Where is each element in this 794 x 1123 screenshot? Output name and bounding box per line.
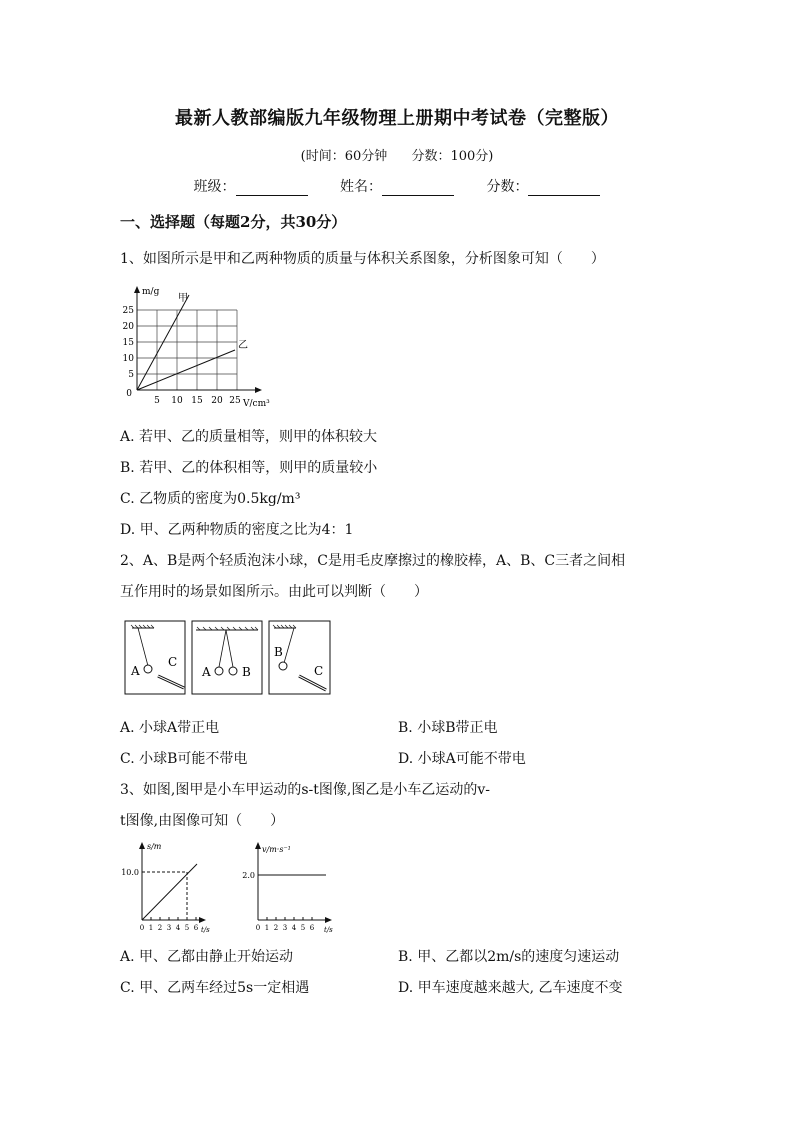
class-field [194,176,308,196]
q1-option-a[interactable]: A. 若甲、乙的质量相等，则甲的体积较大 [120,429,378,445]
name-blank[interactable] [382,181,454,196]
time-text: (时间：60分钟 [300,149,388,164]
q3-v-xlabel: t/s [324,926,333,934]
q1-ytick: 20 [122,322,134,332]
q3-option-b[interactable]: B. 甲、乙都以2m/s的速度匀速运动 [398,949,620,965]
q1-option-d[interactable]: D. 甲、乙两种物质的密度之比为4：1 [120,522,354,538]
q3-s-ylabel: s/m [147,842,162,851]
q1-stem: 1、如图所示是甲和乙两种物质的质量与体积关系图象，分析图象可知（ ） [120,251,605,267]
q3-vt-graph [236,840,338,934]
q1-line-yi [137,350,235,390]
q1-option-b[interactable]: B. 若甲、乙的体积相等，则甲的质量较小 [120,460,378,476]
q1-ytick: 25 [122,306,134,316]
name-label: 姓名： [340,179,382,195]
q2-ball-b [229,667,237,675]
q2-interaction-figure [124,620,332,696]
q3-s-xlabel: t/s [201,926,210,934]
exam-title: 最新人教部编版九年级物理上册期中考试卷（完整版） [175,108,619,129]
q3-s-xtick: 6 [193,924,199,932]
q1-option-c[interactable]: C. 乙物质的密度为0.5kg/m³ [120,491,301,507]
score-label: 分数： [486,179,529,195]
q2-label-c: C [314,664,324,678]
q1-ylabel: m/g [142,287,160,297]
q3-v-x-arrow [325,917,332,923]
q3-v-ylabel: v/m·s⁻¹ [262,845,291,854]
q3-s-value: 10.0 [121,868,139,877]
q1-label-jia: 甲 [178,293,188,304]
q3-s-xtick: 3 [166,924,172,932]
exam-subtitle [0,145,794,164]
q2-stem-line2: 互作用时的场景如图所示。由此可以判断（ ） [120,584,428,600]
q3-option-d[interactable]: D. 甲车速度越来越大, 乙车速度不变 [398,980,623,996]
q1-xtick: 15 [191,396,203,406]
q3-s-y-arrow [139,842,145,849]
q1-ytick: 10 [122,354,134,364]
q1-x-arrow [255,387,262,393]
q2-rod-c-inner [158,676,184,688]
q3-v-value: 2.0 [242,871,255,880]
q1-xtick: 20 [211,396,223,406]
q1-ytick: 15 [122,338,134,348]
q3-v-xtick: 6 [309,924,315,932]
class-label: 班级： [193,179,236,195]
q3-s-xtick: 5 [184,924,190,932]
score-total-text: 分数：100分) [411,149,494,164]
q2-option-a[interactable]: A. 小球A带正电 [120,720,220,736]
q3-option-a[interactable]: A. 甲、乙都由静止开始运动 [120,949,294,965]
q2-ball-a [215,667,223,675]
q2-label-b: B [274,645,283,659]
q3-st-graph [118,840,210,934]
class-blank[interactable] [236,181,308,196]
q1-label-yi: 乙 [238,340,248,351]
q1-xlabel: V/cm³ [243,399,270,409]
student-info [0,176,794,196]
section-heading: 一、选择题（每题2分，共30分） [120,213,347,231]
q3-option-c[interactable]: C. 甲、乙两车经过5s一定相遇 [120,980,310,996]
q2-option-b[interactable]: B. 小球B带正电 [398,720,498,736]
q2-label-a: A [131,664,140,678]
q2-thread-a [219,630,226,667]
q2-thread-a [138,628,148,666]
q3-s-xtick: 1 [148,924,154,932]
q1-xtick: 25 [229,396,241,406]
q2-ball-a [144,665,152,673]
q1-ytick: 0 [126,389,132,399]
q2-option-c[interactable]: C. 小球B可能不带电 [120,751,248,767]
q3-v-xtick: 2 [273,924,279,932]
q3-stem-line2: t图像,由图像可知（ ） [120,813,285,829]
q3-stem-line1: 3、如图,图甲是小车甲运动的s-t图像,图乙是小车乙运动的v- [120,782,490,798]
q1-xtick: 10 [171,396,183,406]
q3-v-xtick: 0 [255,924,261,932]
q1-ytick: 5 [128,370,134,380]
q3-v-y-arrow [255,842,261,849]
q2-panel-2 [192,621,262,694]
q1-xtick: 5 [154,396,160,406]
q1-y-arrow [134,286,140,293]
name-field [340,176,454,196]
q2-rod-c-inner [299,676,326,690]
q3-v-xtick: 4 [291,924,297,932]
q2-label-a: A [202,665,211,679]
q3-v-xtick: 1 [264,924,270,932]
q2-ball-b [279,662,287,670]
q3-s-xtick: 0 [139,924,145,932]
q2-label-b: B [242,665,251,679]
q3-s-xtick: 4 [175,924,181,932]
q1-mass-volume-graph [120,282,290,414]
q1-line-jia [137,295,189,390]
q2-thread-b [284,628,294,663]
q2-stem-line1: 2、A、B是两个轻质泡沫小球，C是用毛皮摩擦过的橡胶棒，A、B、C三者之间相 [120,553,626,569]
score-field [486,176,600,196]
q2-option-d[interactable]: D. 小球A可能不带电 [398,751,526,767]
q3-s-x-arrow [199,917,206,923]
q3-v-xtick: 5 [300,924,306,932]
q2-thread-b [226,630,233,667]
q3-v-xtick: 3 [282,924,288,932]
q3-s-xtick: 2 [157,924,163,932]
q2-label-c: C [168,655,178,669]
score-blank[interactable] [528,181,600,196]
q1-grid [137,310,237,390]
